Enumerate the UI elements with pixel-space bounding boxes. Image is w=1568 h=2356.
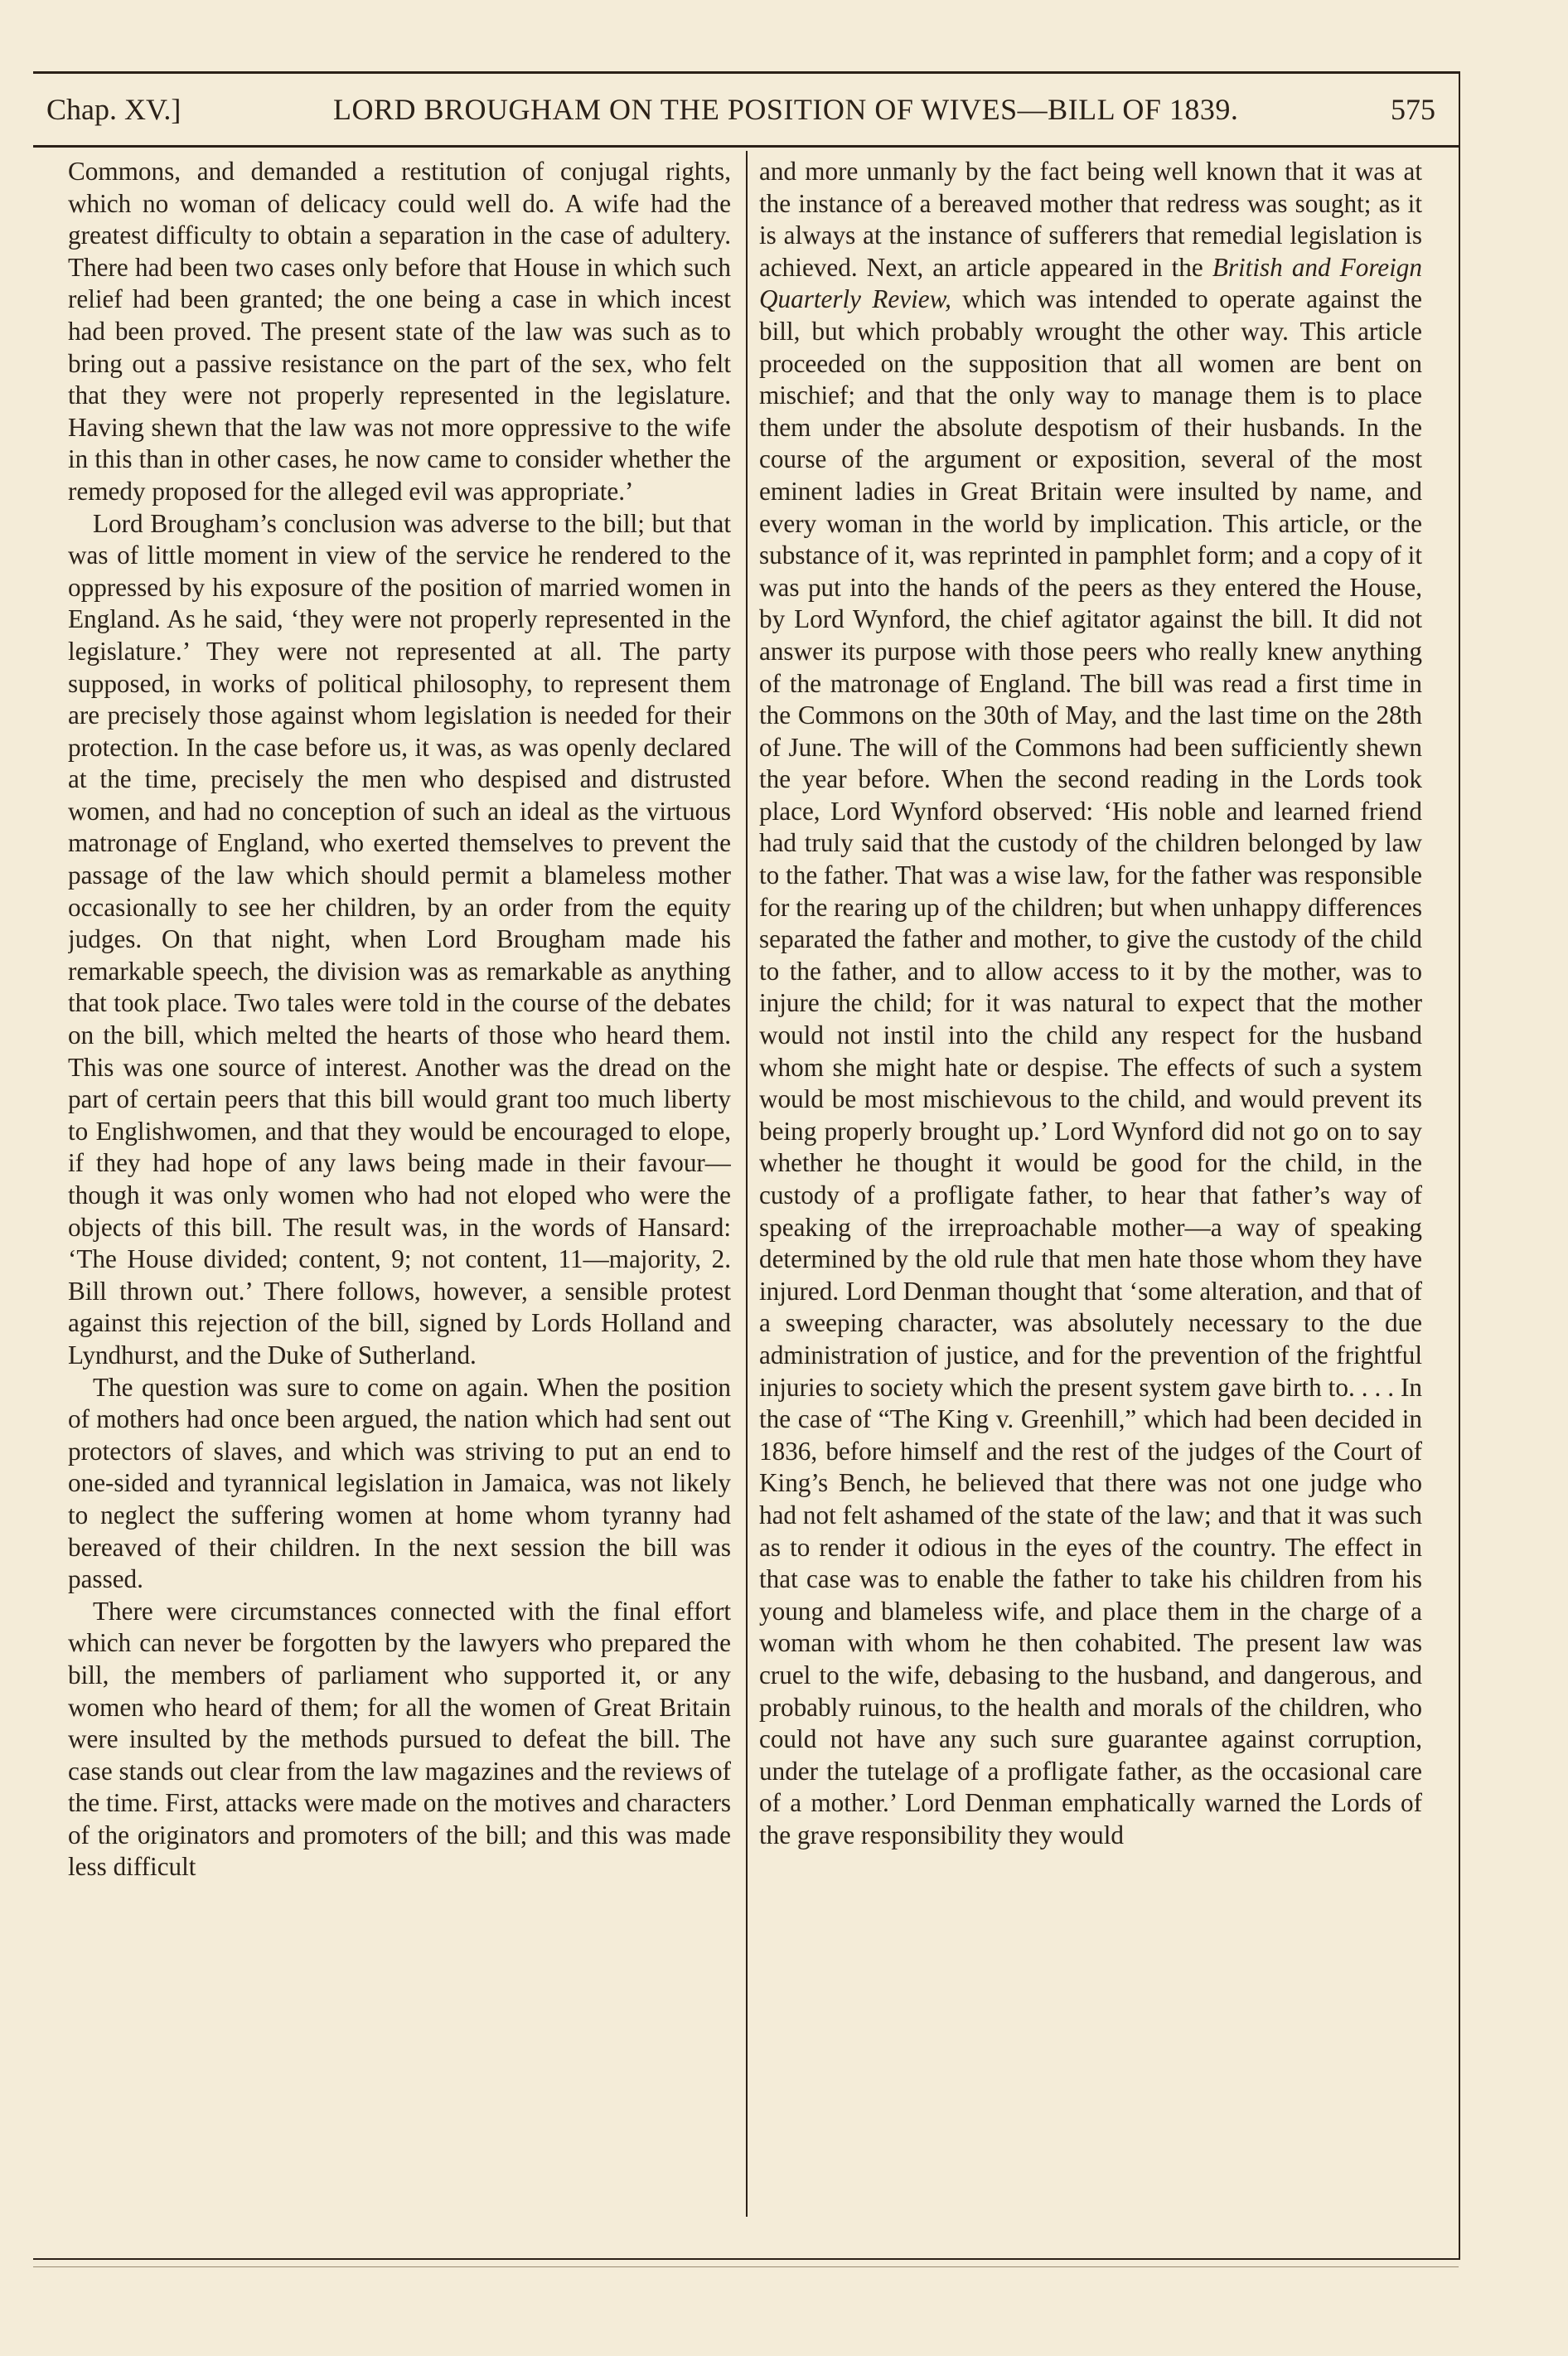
frame-rule [1459,71,1460,2260]
paragraph: There were circumstances connected with the final effort which can never be forgotten by the lawyers who prepared the bill, the members of parliament who supported it, or any women who heard of them; for all the women of Great Britain were insulted by the methods pursued to defeat the bill. The case stands out clear from the law magazines and the reviews of the time. First, attacks were made on the motives and characters of the originators and promoters of the bill; and this was made less difficult [68,1596,731,1882]
journal-title: British and Foreign Quarterly Review, [759,252,1422,314]
bottom-rule-thin [33,2266,1459,2267]
left-column [68,156,731,2217]
paragraph [759,156,1422,1851]
right-column [759,156,1422,2217]
text-run: and more unmanly by the fact being well known that it was at the instance of a bereaved mother that redress was sought; as it is always at the instance of sufferers that remedial legislation is achieved. Next, an article appeared in the [759,157,1422,282]
page-number: 575 [1390,93,1435,126]
paragraph: Commons, and demanded a restitution of conjugal rights, which no woman of delicacy could well do. A wife had the greatest difficulty to obtain a separation in the case of adultery. There had been two cases only before that House in which such relief had been granted; the one being a case in which incest had been proved. The present state of the law was such as to bring out a passive resistance on the part of the sex, who felt that they were not properly represented in the legislature. Having shewn that the law was not more oppressive to the wife in this than in other cases, he now came to consider whether the remedy proposed for the alleged evil was appropriate.’ [68,157,731,506]
running-header [33,71,1459,148]
bottom-rule [33,2258,1459,2260]
running-title: LORD BROUGHAM ON THE POSITION OF WIVES—BILL OF 1839. [332,93,1239,126]
paragraph: The question was sure to come on again. When the position of mothers had once been argued, the nation which had sent out protectors of slaves, and which was striving to put an end to one-sided and tyrannical legislation in Jamaica, was not likely to neglect the suffering women at home whom tyranny had bereaved of their children. In the next session the bill was passed. [68,1372,731,1594]
column-divider [746,151,748,2217]
chapter-label: Chap. XV.] [46,93,181,126]
paragraph: Lord Brougham’s conclusion was adverse to the bill; but that was of little moment in view of the service he rendered to the oppressed by his exposure of the position of married women in England. As he said, ‘they were not properly represented in the legislature.’ They were not represented at all. The party supposed, in works of political philosophy, to represent them are precisely those against whom legislation is needed for their protection. In the case before us, it was, as was openly declared at the time, precisely the men who despised and distrusted women, and had no conception of such an ideal as the virtuous matronage of England, who exerted themselves to prevent the passage of the law which should permit a blameless mother occasionally to see her children, by an order from the equity judges. On that night, when Lord Brougham made his remarkable speech, the division was as remarkable as anything that took place. Two tales were told in the course of the debates on the bill, which melted the hearts of those who heard them. This was one source of interest. Another was the dread on the part of certain peers that this bill would grant too much liberty to Englishwomen, and that they would be encouraged to elope, if they had hope of any laws being made in their favour—though it was only women who had not eloped who were the objects of this bill. The result was, in the words of Hansard: ‘The House divided; content, 9; not content, 11—majority, 2. Bill thrown out.’ There follows, however, a sensible protest against this rejection of the bill, signed by Lords Holland and Lyndhurst, and the Duke of Sutherland. [68,508,731,1369]
text-run: which was intended to operate against the bill, but which probably wrought the other way. This article proceeded on the supposition that all women are bent on mischief; and that the only way to manage them is to place them under the absolute despotism of their husbands. In the course of the argument or exposition, several of the most eminent ladies in Great Britain were insulted by name, and every woman in the world by implication. This article, or the substance of it, was reprinted in pamphlet form; and a copy of it was put into the hands of the peers as they entered the House, by Lord Wynford, the chief agitator against the bill. It did not answer its purpose with those peers who really knew anything of the matronage of England. The bill was read a first time in the Commons on the 30th of May, and the last time on the 28th of June. The will of the Commons had been sufficiently shewn the year before. When the second reading in the Lords took place, Lord Wynford observed: ‘His noble and learned friend had truly said that the custody of the children belonged by law to the father. That was a wise law, for the father was responsible for the rearing up of the children; but when unhappy differences separated the father and mother, to give the custody of the child to the father, and to allow access to it by the mother, was to injure the child; for it was natural to expect that the mother would not instil into the child any respect for the husband whom she might hate or despise. The effects of such a system would be most mischievous to the child, and would prevent its being properly brought up.’ Lord Wynford did not go on to say whether he thought it would be good for the child, in the custody of a profligate father, to hear that father’s way of speaking of the irreproachable mother—a way of speaking determined by the old rule that men hate those whom they have injured. Lord Denman thought that ‘some alteration, and that of a sweeping character, was absolutely necessary to the due administration of justice, and for the prevention of the frightful injuries to society which the present system gave birth to. . . . In the case of “The King v. Greenhill,” which had been decided in 1836, before himself and the rest of the judges of the Court of King’s Bench, he believed that there was not one judge who had not felt ashamed of the state of the law; and that it was such as to render it odious in the eyes of the country. The effect in that case was to enable the father to take his children from his young and blameless wife, and place them in the charge of a woman with whom he then cohabited. The present law was cruel to the wife, debasing to the husband, and dangerous, and probably ruinous, to the health and morals of the children, who could not have any such sure guarantee against corruption, under the tutelage of a profligate father, as the occasional care of a mother.’ Lord Denman emphatically warned the Lords of the grave responsibility they would [759,284,1422,1849]
